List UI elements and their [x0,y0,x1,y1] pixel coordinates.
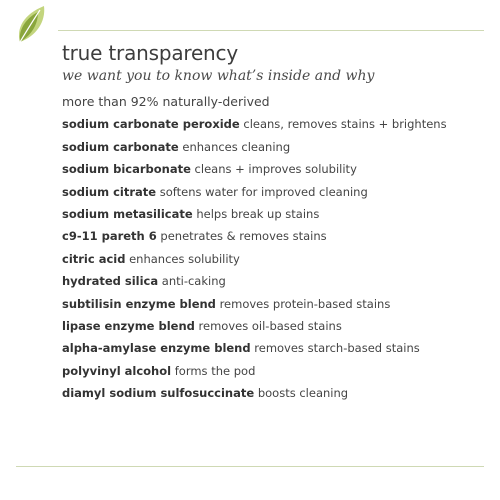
ingredient-purpose: cleans, removes stains + brightens [239,117,447,132]
top-divider [58,30,484,31]
ingredient-purpose: anti-caking [158,274,226,289]
ingredient-purpose: helps break up stains [192,207,320,222]
ingredient-purpose: enhances solubility [125,251,240,266]
ingredient-name: sodium citrate [62,184,157,199]
natural-claim: more than 92% naturally-derived [62,94,270,109]
ingredient-name: alpha-amylase enzyme blend [62,341,251,356]
ingredient-item [62,337,490,359]
ingredient-purpose: enhances cleaning [178,139,291,154]
ingredient-purpose: removes protein-based stains [215,296,391,311]
ingredient-purpose: removes oil-based stains [194,319,342,334]
ingredient-name: sodium carbonate [62,139,179,154]
ingredient-name: sodium carbonate peroxide [62,117,240,132]
page-title: true transparency [62,41,238,65]
ingredient-item [62,270,490,292]
ingredient-item [62,225,490,247]
ingredient-item [62,158,490,180]
page-subtitle: we want you to know what’s inside and why [62,68,375,84]
ingredient-name: sodium metasilicate [62,207,193,222]
ingredient-item [62,293,490,315]
ingredient-name: citric acid [62,251,126,266]
ingredient-list [62,113,490,404]
ingredient-name: hydrated silica [62,274,159,289]
bottom-divider [16,466,484,467]
ingredient-name: polyvinyl alcohol [62,363,172,378]
ingredient-item [62,382,490,404]
ingredient-purpose: removes starch-based stains [250,341,420,356]
ingredient-name: diamyl sodium sulfosuccinate [62,386,255,401]
ingredient-purpose: penetrates & removes stains [156,229,327,244]
ingredient-name: lipase enzyme blend [62,319,195,334]
ingredient-item [62,181,490,203]
ingredient-purpose: forms the pod [171,363,256,378]
ingredients-panel [62,40,490,405]
ingredient-purpose: boosts cleaning [254,386,349,401]
ingredient-name: sodium bicarbonate [62,162,191,177]
ingredient-name: subtilisin enzyme blend [62,296,216,311]
ingredient-item [62,315,490,337]
ingredient-item [62,360,490,382]
leaf-icon [14,4,48,44]
ingredient-purpose: softens water for improved cleaning [156,184,368,199]
ingredient-item [62,203,490,225]
ingredient-purpose: cleans + improves solubility [190,162,357,177]
ingredient-item [62,248,490,270]
ingredient-item [62,113,490,135]
ingredient-item [62,136,490,158]
ingredient-name: c9-11 pareth 6 [62,229,157,244]
